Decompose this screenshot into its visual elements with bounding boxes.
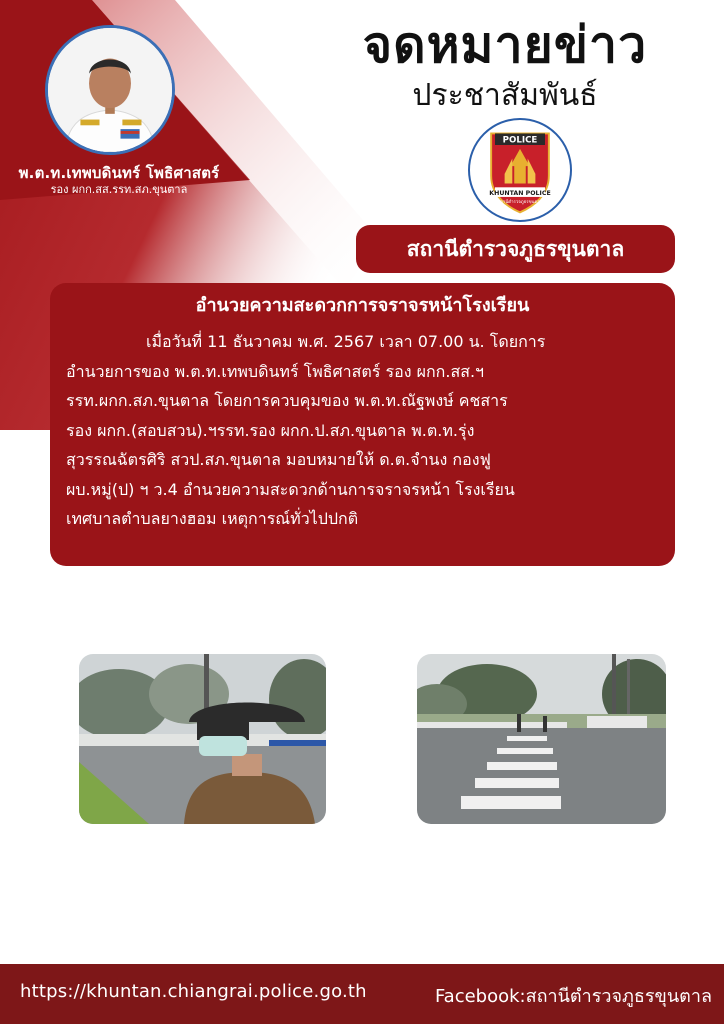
- badge-top-text: POLICE: [502, 135, 538, 146]
- news-line: เทศบาลตำบลยางฮอม เหตุการณ์ทั่วไปปกติ: [66, 509, 359, 528]
- news-line: ผบ.หมู่(ป) ฯ ว.4 อำนวยความสะดวกด้านการจราจรหน้า โรงเรียน: [66, 479, 515, 499]
- photo-officer-roadside: [79, 654, 326, 824]
- page-subtitle: ประชาสัมพันธ์: [412, 78, 598, 113]
- news-line: อำนวยการของ พ.ต.ท.เทพบดินทร์ โพธิศาสตร์ รอง ผกก.สส.ฯ: [66, 361, 485, 381]
- badge-bottom-text: KHUNTAN POLICE: [489, 189, 551, 197]
- website-link[interactable]: https://khuntan.chiangrai.police.go.th: [20, 981, 367, 1002]
- facebook-link[interactable]: Facebook:สถานีตำรวจภูธรขุนตาล: [434, 986, 712, 1007]
- news-line: รรท.ผกก.สภ.ขุนตาล โดยการควบคุมของ พ.ต.ท.ณัฐพงษ์ คชสาร: [66, 391, 508, 410]
- station-label: สถานีตำรวจภูธรขุนตาล: [356, 225, 675, 273]
- police-badge-logo: [468, 118, 572, 222]
- footer-bar: [0, 964, 724, 1024]
- news-card: [50, 283, 675, 566]
- officer-name: พ.ต.ท.เทพบดินทร์ โพธิศาสตร์: [18, 164, 220, 182]
- page-title: จดหมายข่าว: [362, 16, 648, 74]
- officer-avatar: [45, 25, 175, 155]
- officer-position: รอง ผกก.สส.รรท.สภ.ขุนตาล: [50, 183, 188, 196]
- news-line: เมื่อวันที่ 11 ธันวาคม พ.ศ. 2567 เวลา 07.00 น. โดยการ: [146, 332, 546, 351]
- news-line: รอง ผกก.(สอบสวน).ฯรรท.รอง ผกก.ป.สภ.ขุนตาล พ.ต.ท.รุ่ง: [66, 420, 475, 440]
- news-heading: อำนวยความสะดวกการจราจรหน้าโรงเรียน: [195, 295, 530, 316]
- news-line: สุวรรณฉัตรศิริ สวป.สภ.ขุนตาล มอบหมายให้ ด.ต.จำนง กองฟู: [66, 450, 491, 469]
- badge-caption: สถานีตำรวจภูธรขุนตาล: [497, 200, 543, 206]
- photo-crosswalk: [417, 654, 666, 824]
